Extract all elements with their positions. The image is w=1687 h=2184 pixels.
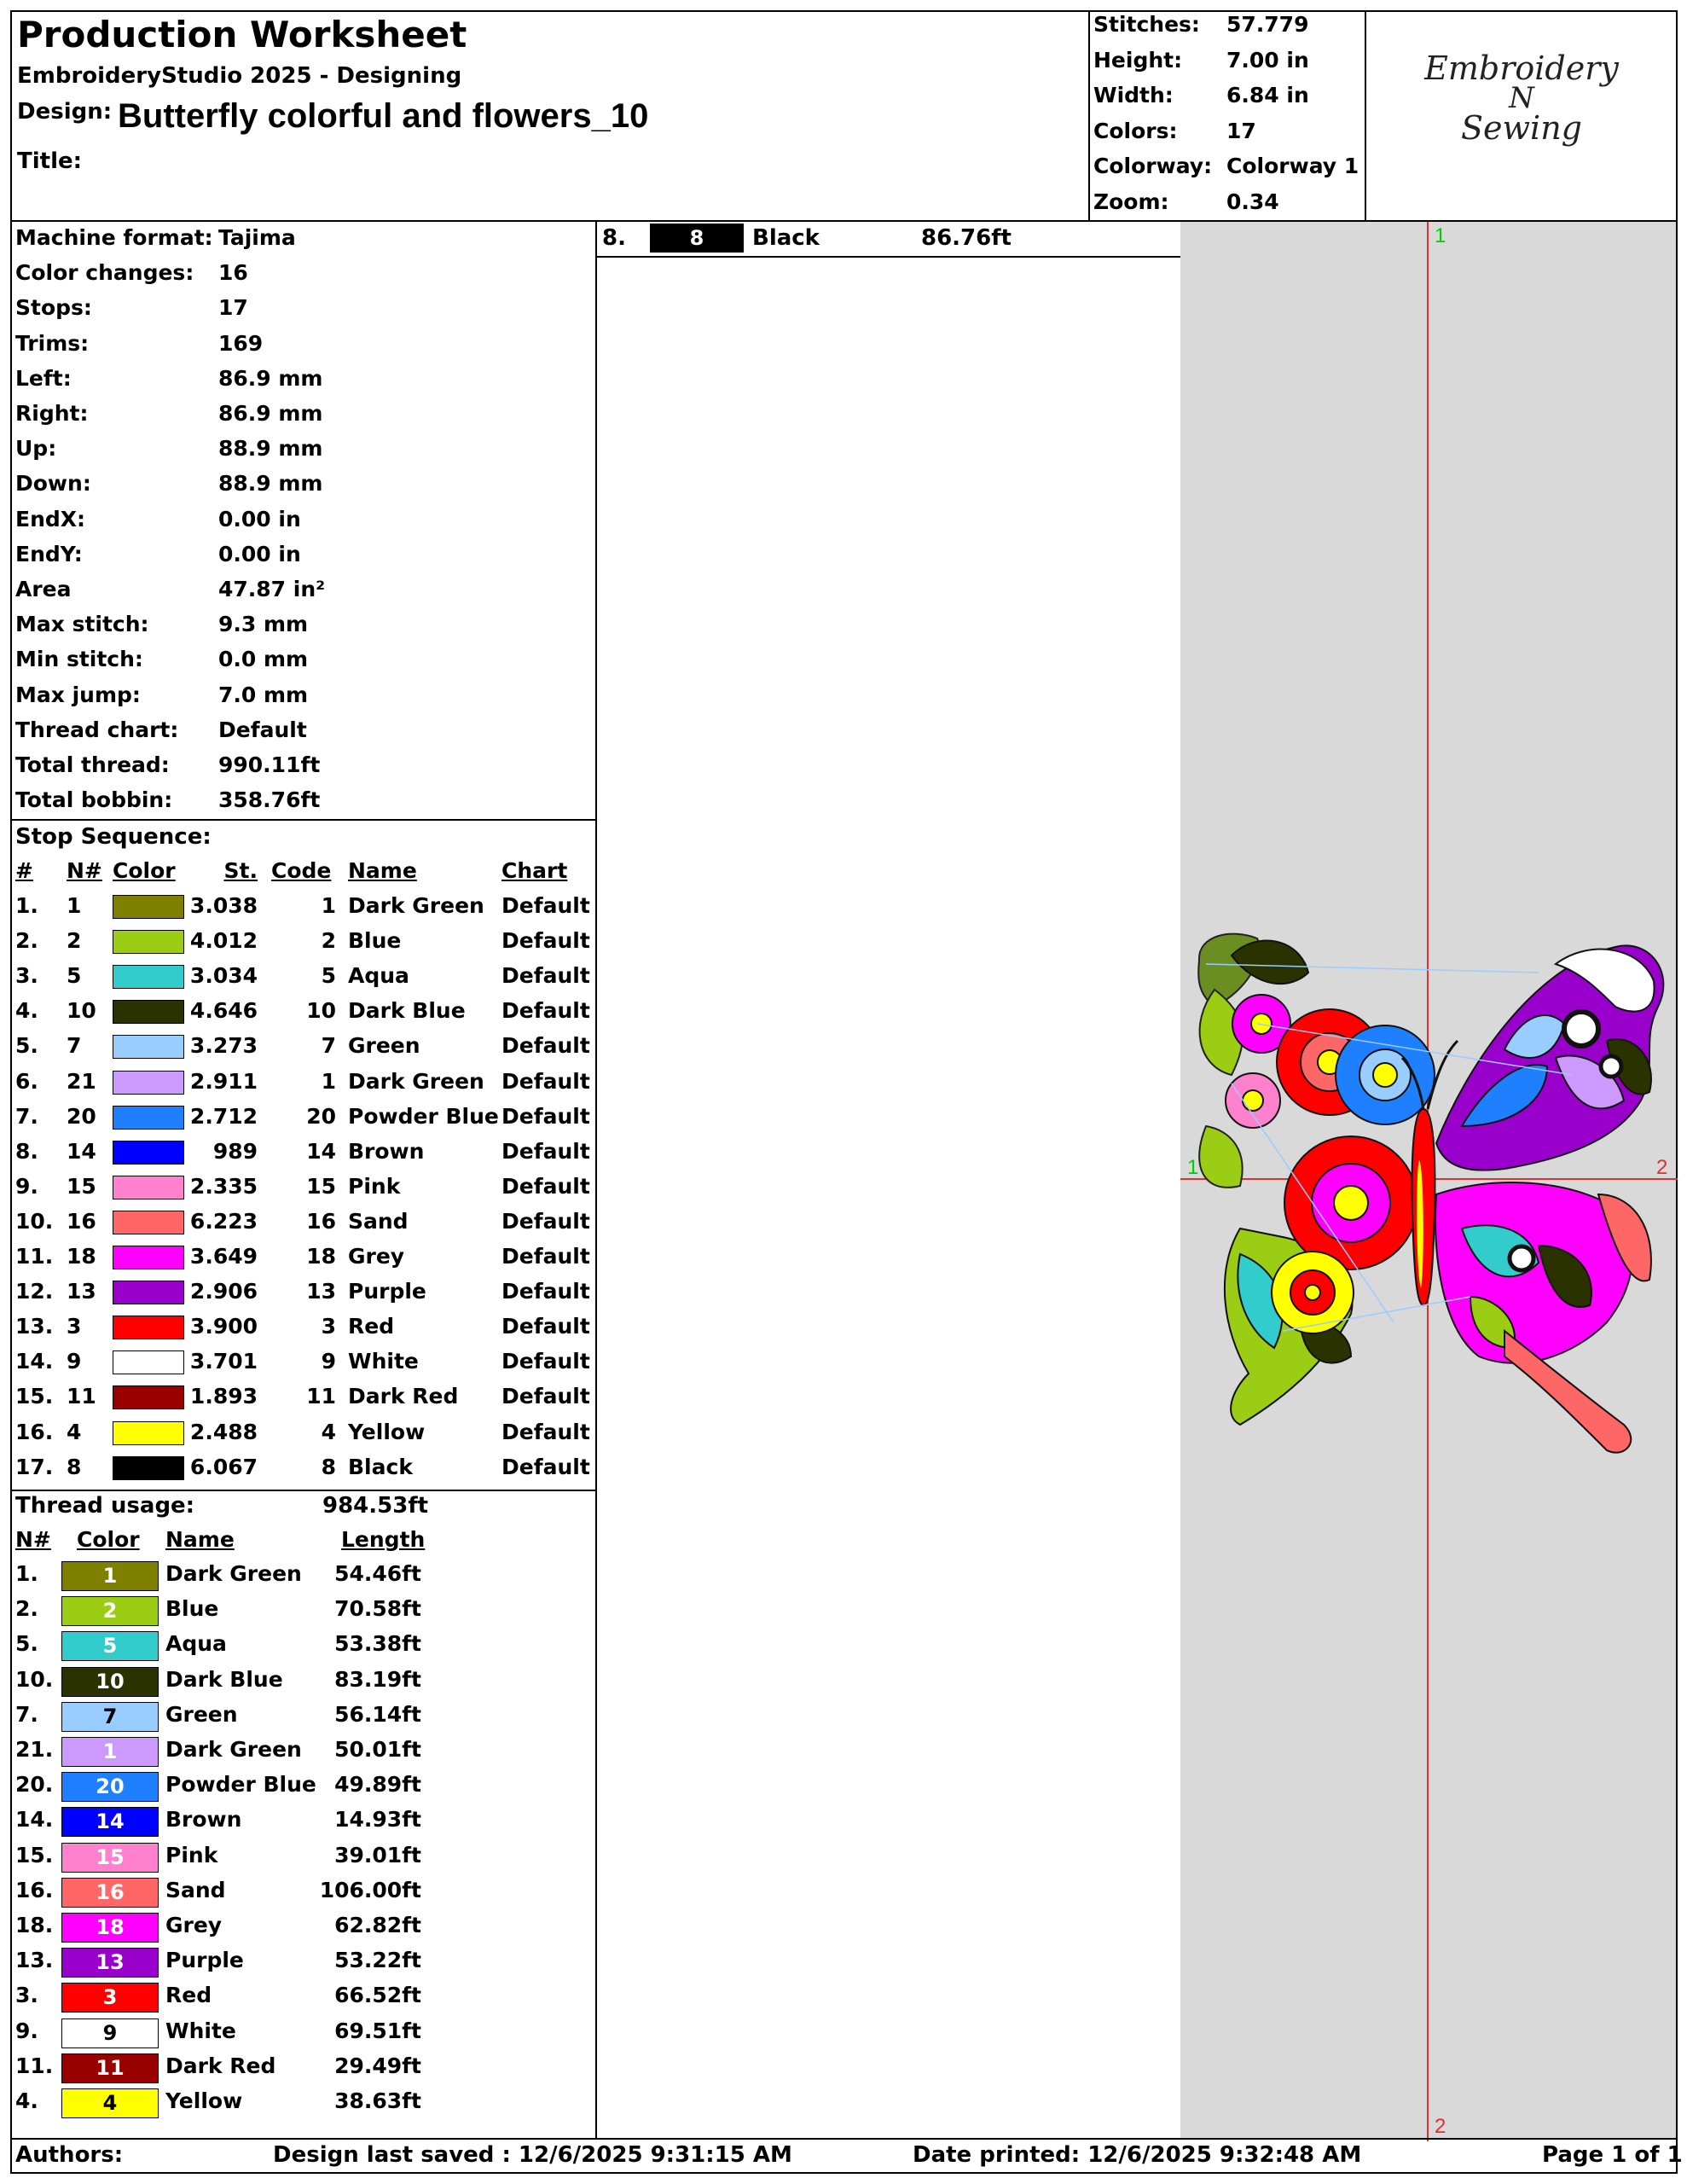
thread-code: 4 [102, 2091, 118, 2115]
row-needle: 21 [67, 1068, 96, 1094]
row-length: 14.93ft [334, 1807, 421, 1833]
row-stitches: 3.034 [189, 963, 258, 989]
row-needle: 5 [67, 963, 82, 989]
machine-info-value: 86.9 mm [218, 401, 323, 426]
row-length: 50.01ft [334, 1737, 421, 1762]
row-code: 14 [306, 1138, 336, 1164]
machine-info-value: 358.76ft [218, 787, 321, 813]
row-chart: Default [501, 1384, 590, 1409]
row-needle: 11 [67, 1384, 96, 1409]
row-name: Sand [165, 1877, 226, 1902]
row-name: Green [348, 1033, 420, 1059]
row-num: 8. [15, 1138, 38, 1164]
logo-line3: Sewing [1461, 109, 1582, 147]
row-name: Black [348, 1454, 413, 1479]
current-stop-column [595, 220, 1182, 2140]
thread-code: 3 [102, 1985, 118, 2010]
row-length: 53.22ft [334, 1948, 421, 1973]
row-needle: 7 [67, 1033, 82, 1059]
row-name: Dark Green [165, 1561, 302, 1586]
row-name: Yellow [348, 1419, 426, 1444]
row-name: Red [348, 1314, 395, 1339]
row-chart: Default [501, 1208, 590, 1234]
row-needle: 1. [15, 1561, 38, 1586]
row-chart: Default [501, 963, 590, 989]
row-needle: 16 [67, 1208, 96, 1234]
row-chart: Default [501, 1173, 590, 1199]
row-needle: 14 [67, 1138, 96, 1164]
row-code: 9 [321, 1349, 336, 1374]
machine-info-label: Min stitch: [15, 647, 143, 672]
machine-info-value: 16 [218, 260, 248, 286]
footer-last-saved: Design last saved : 12/6/2025 9:31:15 AM [273, 2142, 792, 2168]
current-stop-code: 8 [689, 226, 704, 250]
current-stop-number: 8. [602, 225, 626, 251]
row-chart: Default [501, 1454, 590, 1479]
row-length: 38.63ft [334, 2088, 421, 2113]
row-chart: Default [501, 928, 590, 954]
machine-info-label: Max stitch: [15, 612, 149, 637]
thread-color-swatch [61, 1631, 159, 1661]
row-num: 11. [15, 1244, 54, 1269]
page-title: Production Worksheet [17, 14, 467, 55]
row-name: Dark Blue [348, 998, 466, 1024]
row-code: 2 [321, 928, 336, 954]
thread-code: 18 [96, 1915, 125, 1939]
machine-info-label: Stops: [15, 295, 92, 321]
row-length: 62.82ft [334, 1913, 421, 1937]
row-needle: 13 [67, 1279, 96, 1304]
row-name: Aqua [348, 963, 409, 989]
machine-info-label: Trims: [15, 330, 90, 356]
axis-label-right: 2 [1656, 1156, 1668, 1179]
row-name: Brown [348, 1138, 425, 1164]
row-length: 83.19ft [334, 1666, 421, 1692]
row-stitches: 989 [212, 1138, 258, 1164]
machine-info-value: 86.9 mm [218, 365, 323, 391]
axis-label-bottom: 2 [1435, 2115, 1446, 2138]
row-stitches: 2.335 [189, 1173, 258, 1199]
machine-info-value: 9.3 mm [218, 612, 309, 637]
row-name: Dark Red [348, 1384, 459, 1409]
row-name: Dark Green [348, 893, 484, 918]
row-code: 16 [306, 1208, 336, 1234]
row-length: 29.49ft [334, 2053, 421, 2078]
machine-info-label: Down: [15, 471, 91, 497]
thread-code: 10 [96, 1669, 125, 1693]
row-chart: Default [501, 1419, 590, 1444]
row-name: Powder Blue [348, 1103, 499, 1129]
row-length: 70.58ft [334, 1596, 421, 1622]
row-chart: Default [501, 1349, 590, 1374]
thread-color-swatch [61, 2088, 159, 2118]
row-chart: Default [501, 1103, 590, 1129]
thread-usage-total: 984.53ft [322, 1493, 429, 1519]
axis-label-left: 1 [1187, 1156, 1199, 1179]
thread-code: 2 [102, 1599, 118, 1623]
row-num: 15. [15, 1384, 54, 1409]
row-needle: 2 [67, 928, 82, 954]
row-length: 106.00ft [319, 1877, 421, 1902]
row-stitches: 2.488 [189, 1419, 258, 1444]
summary-label: Zoom: [1093, 189, 1169, 214]
row-name: Powder Blue [165, 1772, 316, 1798]
row-length: 69.51ft [334, 2018, 421, 2043]
machine-info-label: Machine format: [15, 225, 213, 250]
row-needle: 20. [15, 1772, 54, 1798]
row-name: Dark Green [348, 1068, 484, 1094]
row-num: 5. [15, 1033, 38, 1059]
header-n: N# [15, 1527, 51, 1552]
thread-usage-title: Thread usage: [15, 1493, 195, 1519]
machine-info-label: Total thread: [15, 752, 170, 777]
thread-color-swatch [61, 1948, 159, 1978]
row-code: 5 [321, 963, 336, 989]
machine-info-value: 0.0 mm [218, 647, 309, 672]
footer-authors: Authors: [15, 2142, 124, 2168]
row-num: 17. [15, 1454, 54, 1479]
machine-info-label: Up: [15, 436, 57, 462]
row-chart: Default [501, 1033, 590, 1059]
machine-info-label: EndY: [15, 541, 83, 566]
thread-color-swatch [61, 1843, 159, 1873]
thread-color-swatch [61, 1878, 159, 1908]
row-num: 13. [15, 1314, 54, 1339]
logo-line1: Embroidery [1424, 49, 1619, 87]
row-num: 4. [15, 998, 38, 1024]
summary-value: 7.00 in [1226, 47, 1309, 73]
summary-value: 6.84 in [1226, 83, 1309, 107]
header-length: Length [341, 1527, 426, 1552]
machine-info-label: Left: [15, 365, 72, 391]
summary-label: Width: [1093, 83, 1174, 107]
thread-code: 14 [96, 1809, 125, 1834]
machine-info-value: 7.0 mm [218, 682, 309, 707]
row-needle: 7. [15, 1701, 38, 1727]
thread-code: 16 [96, 1879, 125, 1904]
row-num: 9. [15, 1173, 38, 1199]
row-name: Pink [165, 1842, 218, 1867]
machine-info-value: 169 [218, 330, 264, 356]
thread-code: 11 [96, 2055, 125, 2080]
row-needle: 10 [67, 998, 96, 1024]
row-code: 18 [306, 1244, 336, 1269]
row-code: 15 [306, 1173, 336, 1199]
thread-color-swatch [61, 1561, 159, 1591]
row-needle: 5. [15, 1631, 38, 1657]
footer-page-number: Page 1 of 1 [1542, 2142, 1683, 2168]
row-name: White [165, 2018, 236, 2043]
row-name: Grey [165, 1913, 223, 1937]
row-stitches: 2.906 [189, 1279, 258, 1304]
footer-box [10, 2138, 1678, 2174]
row-stitches: 2.911 [189, 1068, 258, 1094]
row-num: 6. [15, 1068, 38, 1094]
thread-color-swatch [61, 1983, 159, 2013]
stop-sequence-title: Stop Sequence: [15, 824, 212, 850]
row-name: Dark Green [165, 1737, 302, 1762]
row-name: Brown [165, 1807, 242, 1833]
thread-color-swatch [61, 1807, 159, 1837]
row-needle: 9 [67, 1349, 82, 1374]
summary-value: Colorway 1 [1226, 154, 1359, 178]
summary-value: 57.779 [1226, 12, 1309, 37]
row-name: Blue [165, 1596, 219, 1622]
row-code: 4 [321, 1419, 336, 1444]
thread-color-swatch [61, 1702, 159, 1732]
row-length: 49.89ft [334, 1772, 421, 1798]
preview-canvas [1180, 222, 1678, 2141]
header-num: # [15, 858, 33, 883]
row-name: Grey [348, 1244, 405, 1269]
summary-label: Stitches: [1093, 12, 1200, 37]
row-num: 1. [15, 893, 38, 918]
summary-label: Height: [1093, 47, 1183, 73]
row-needle: 2. [15, 1596, 38, 1622]
row-num: 14. [15, 1349, 54, 1374]
row-length: 56.14ft [334, 1701, 421, 1727]
header-divider-logo [1365, 10, 1366, 222]
summary-value: 17 [1226, 118, 1256, 143]
row-needle: 21. [15, 1737, 54, 1762]
row-stitches: 3.701 [189, 1349, 258, 1374]
row-stitches: 4.646 [189, 998, 258, 1024]
row-needle: 3. [15, 1983, 38, 2008]
thread-color-swatch [61, 2018, 159, 2048]
row-stitches: 1.893 [189, 1384, 258, 1409]
thread-color-swatch [61, 1596, 159, 1626]
row-stitches: 3.273 [189, 1033, 258, 1059]
thread-color-swatch [61, 2053, 159, 2083]
thread-code: 7 [102, 1704, 118, 1728]
row-length: 53.38ft [334, 1631, 421, 1657]
machine-info-value: 990.11ft [218, 752, 321, 777]
thread-code: 15 [96, 1844, 125, 1869]
row-needle: 8 [67, 1454, 82, 1479]
thread-color-swatch [61, 1772, 159, 1802]
thread-color-swatch [61, 1913, 159, 1943]
row-stitches: 6.223 [189, 1208, 258, 1234]
current-stop-length: 86.76ft [921, 225, 1012, 251]
header-chart: Chart [501, 858, 568, 883]
logo-line2: N [1509, 81, 1534, 115]
header-st: St. [223, 858, 258, 883]
thread-code: 5 [102, 1634, 118, 1658]
row-stitches: 2.712 [189, 1103, 258, 1129]
row-needle: 14. [15, 1807, 54, 1833]
row-chart: Default [501, 998, 590, 1024]
row-chart: Default [501, 1279, 590, 1304]
row-name: Aqua [165, 1631, 227, 1657]
machine-info-value: 88.9 mm [218, 436, 323, 462]
summary-value: 0.34 [1226, 189, 1279, 214]
machine-info-value: 17 [218, 295, 248, 321]
row-needle: 3 [67, 1314, 82, 1339]
title-label: Title: [17, 148, 83, 174]
row-needle: 4 [67, 1419, 82, 1444]
machine-info-value: 0.00 in [218, 506, 301, 531]
row-name: Sand [348, 1208, 409, 1234]
row-stitches: 3.649 [189, 1244, 258, 1269]
row-length: 66.52ft [334, 1983, 421, 2008]
thread-code: 13 [96, 1950, 125, 1975]
row-chart: Default [501, 1244, 590, 1269]
row-name: Green [165, 1701, 238, 1727]
row-num: 7. [15, 1103, 38, 1129]
design-label: Design: [17, 99, 113, 125]
row-needle: 16. [15, 1877, 54, 1902]
row-code: 3 [321, 1314, 336, 1339]
row-needle: 18. [15, 1913, 54, 1937]
header-n: N# [67, 858, 102, 883]
row-code: 1 [321, 1068, 336, 1094]
row-num: 10. [15, 1208, 54, 1234]
row-needle: 11. [15, 2053, 54, 2078]
current-stop-name: Black [752, 225, 820, 251]
machine-info-value: 47.87 in² [218, 577, 326, 601]
machine-info-value: Tajima [218, 225, 296, 250]
machine-info-label: Area [15, 577, 72, 601]
row-name: Purple [165, 1948, 244, 1973]
row-code: 10 [306, 998, 336, 1024]
row-name: White [348, 1349, 419, 1374]
row-num: 16. [15, 1419, 54, 1444]
row-chart: Default [501, 1314, 590, 1339]
row-name: Pink [348, 1173, 401, 1199]
row-needle: 13. [15, 1948, 54, 1973]
header-name: Name [348, 858, 417, 883]
current-stop-divider [595, 256, 1182, 258]
design-name: Butterfly colorful and flowers_10 [118, 97, 649, 135]
row-stitches: 4.012 [189, 928, 258, 954]
row-stitches: 6.067 [189, 1454, 258, 1479]
row-needle: 9. [15, 2018, 38, 2043]
machine-info-label: Right: [15, 401, 89, 426]
axis-label-top: 1 [1435, 224, 1446, 247]
software-name: EmbroideryStudio 2025 - Designing [17, 63, 462, 89]
machine-info-label: Max jump: [15, 682, 141, 707]
header-code: Code [271, 858, 332, 883]
row-stitches: 3.900 [189, 1314, 258, 1339]
thread-code: 1 [102, 1740, 118, 1763]
current-stop-swatch [650, 224, 744, 253]
machine-info-label: Color changes: [15, 260, 194, 286]
footer-date-printed: Date printed: 12/6/2025 9:32:48 AM [913, 2142, 1362, 2168]
thread-color-swatch [61, 1667, 159, 1697]
row-name: Blue [348, 928, 402, 954]
thread-color-swatch [61, 1737, 159, 1767]
header-divider-summary [1088, 10, 1090, 222]
row-name: Purple [348, 1279, 426, 1304]
row-code: 20 [306, 1103, 336, 1129]
row-needle: 10. [15, 1666, 54, 1692]
row-num: 2. [15, 928, 38, 954]
thread-code: 1 [102, 1564, 118, 1588]
row-chart: Default [501, 1138, 590, 1164]
thread-code: 20 [96, 1774, 125, 1799]
machine-info-label: EndX: [15, 506, 86, 531]
row-needle: 15 [67, 1173, 96, 1199]
summary-label: Colorway: [1093, 154, 1213, 178]
row-needle: 4. [15, 2088, 38, 2113]
design-preview [1180, 220, 1678, 2140]
row-code: 7 [321, 1033, 336, 1059]
header-color: Color [113, 858, 176, 883]
row-code: 11 [306, 1384, 336, 1409]
row-num: 12. [15, 1279, 54, 1304]
row-needle: 1 [67, 893, 82, 918]
header-name: Name [165, 1527, 235, 1552]
row-num: 3. [15, 963, 38, 989]
row-needle: 15. [15, 1842, 54, 1867]
row-name: Dark Red [165, 2053, 276, 2078]
row-needle: 20 [67, 1103, 96, 1129]
row-name: Red [165, 1983, 212, 2008]
thread-code: 9 [102, 2020, 118, 2045]
machine-info-value: 88.9 mm [218, 471, 323, 497]
row-length: 54.46ft [334, 1561, 421, 1586]
row-code: 1 [321, 893, 336, 918]
summary-label: Colors: [1093, 118, 1178, 143]
row-stitches: 3.038 [189, 893, 258, 918]
machine-info-label: Total bobbin: [15, 787, 173, 813]
row-chart: Default [501, 1068, 590, 1094]
row-length: 39.01ft [334, 1842, 421, 1867]
row-name: Dark Blue [165, 1666, 283, 1692]
logo [1368, 51, 1675, 171]
row-name: Yellow [165, 2088, 243, 2113]
row-code: 8 [321, 1454, 336, 1479]
machine-info-value: Default [218, 717, 307, 742]
machine-info-label: Thread chart: [15, 717, 179, 742]
header-color: Color [77, 1527, 140, 1552]
row-code: 13 [306, 1279, 336, 1304]
row-needle: 18 [67, 1244, 96, 1269]
machine-info-value: 0.00 in [218, 541, 301, 566]
butterfly-design [1198, 934, 1663, 1453]
row-chart: Default [501, 893, 590, 918]
